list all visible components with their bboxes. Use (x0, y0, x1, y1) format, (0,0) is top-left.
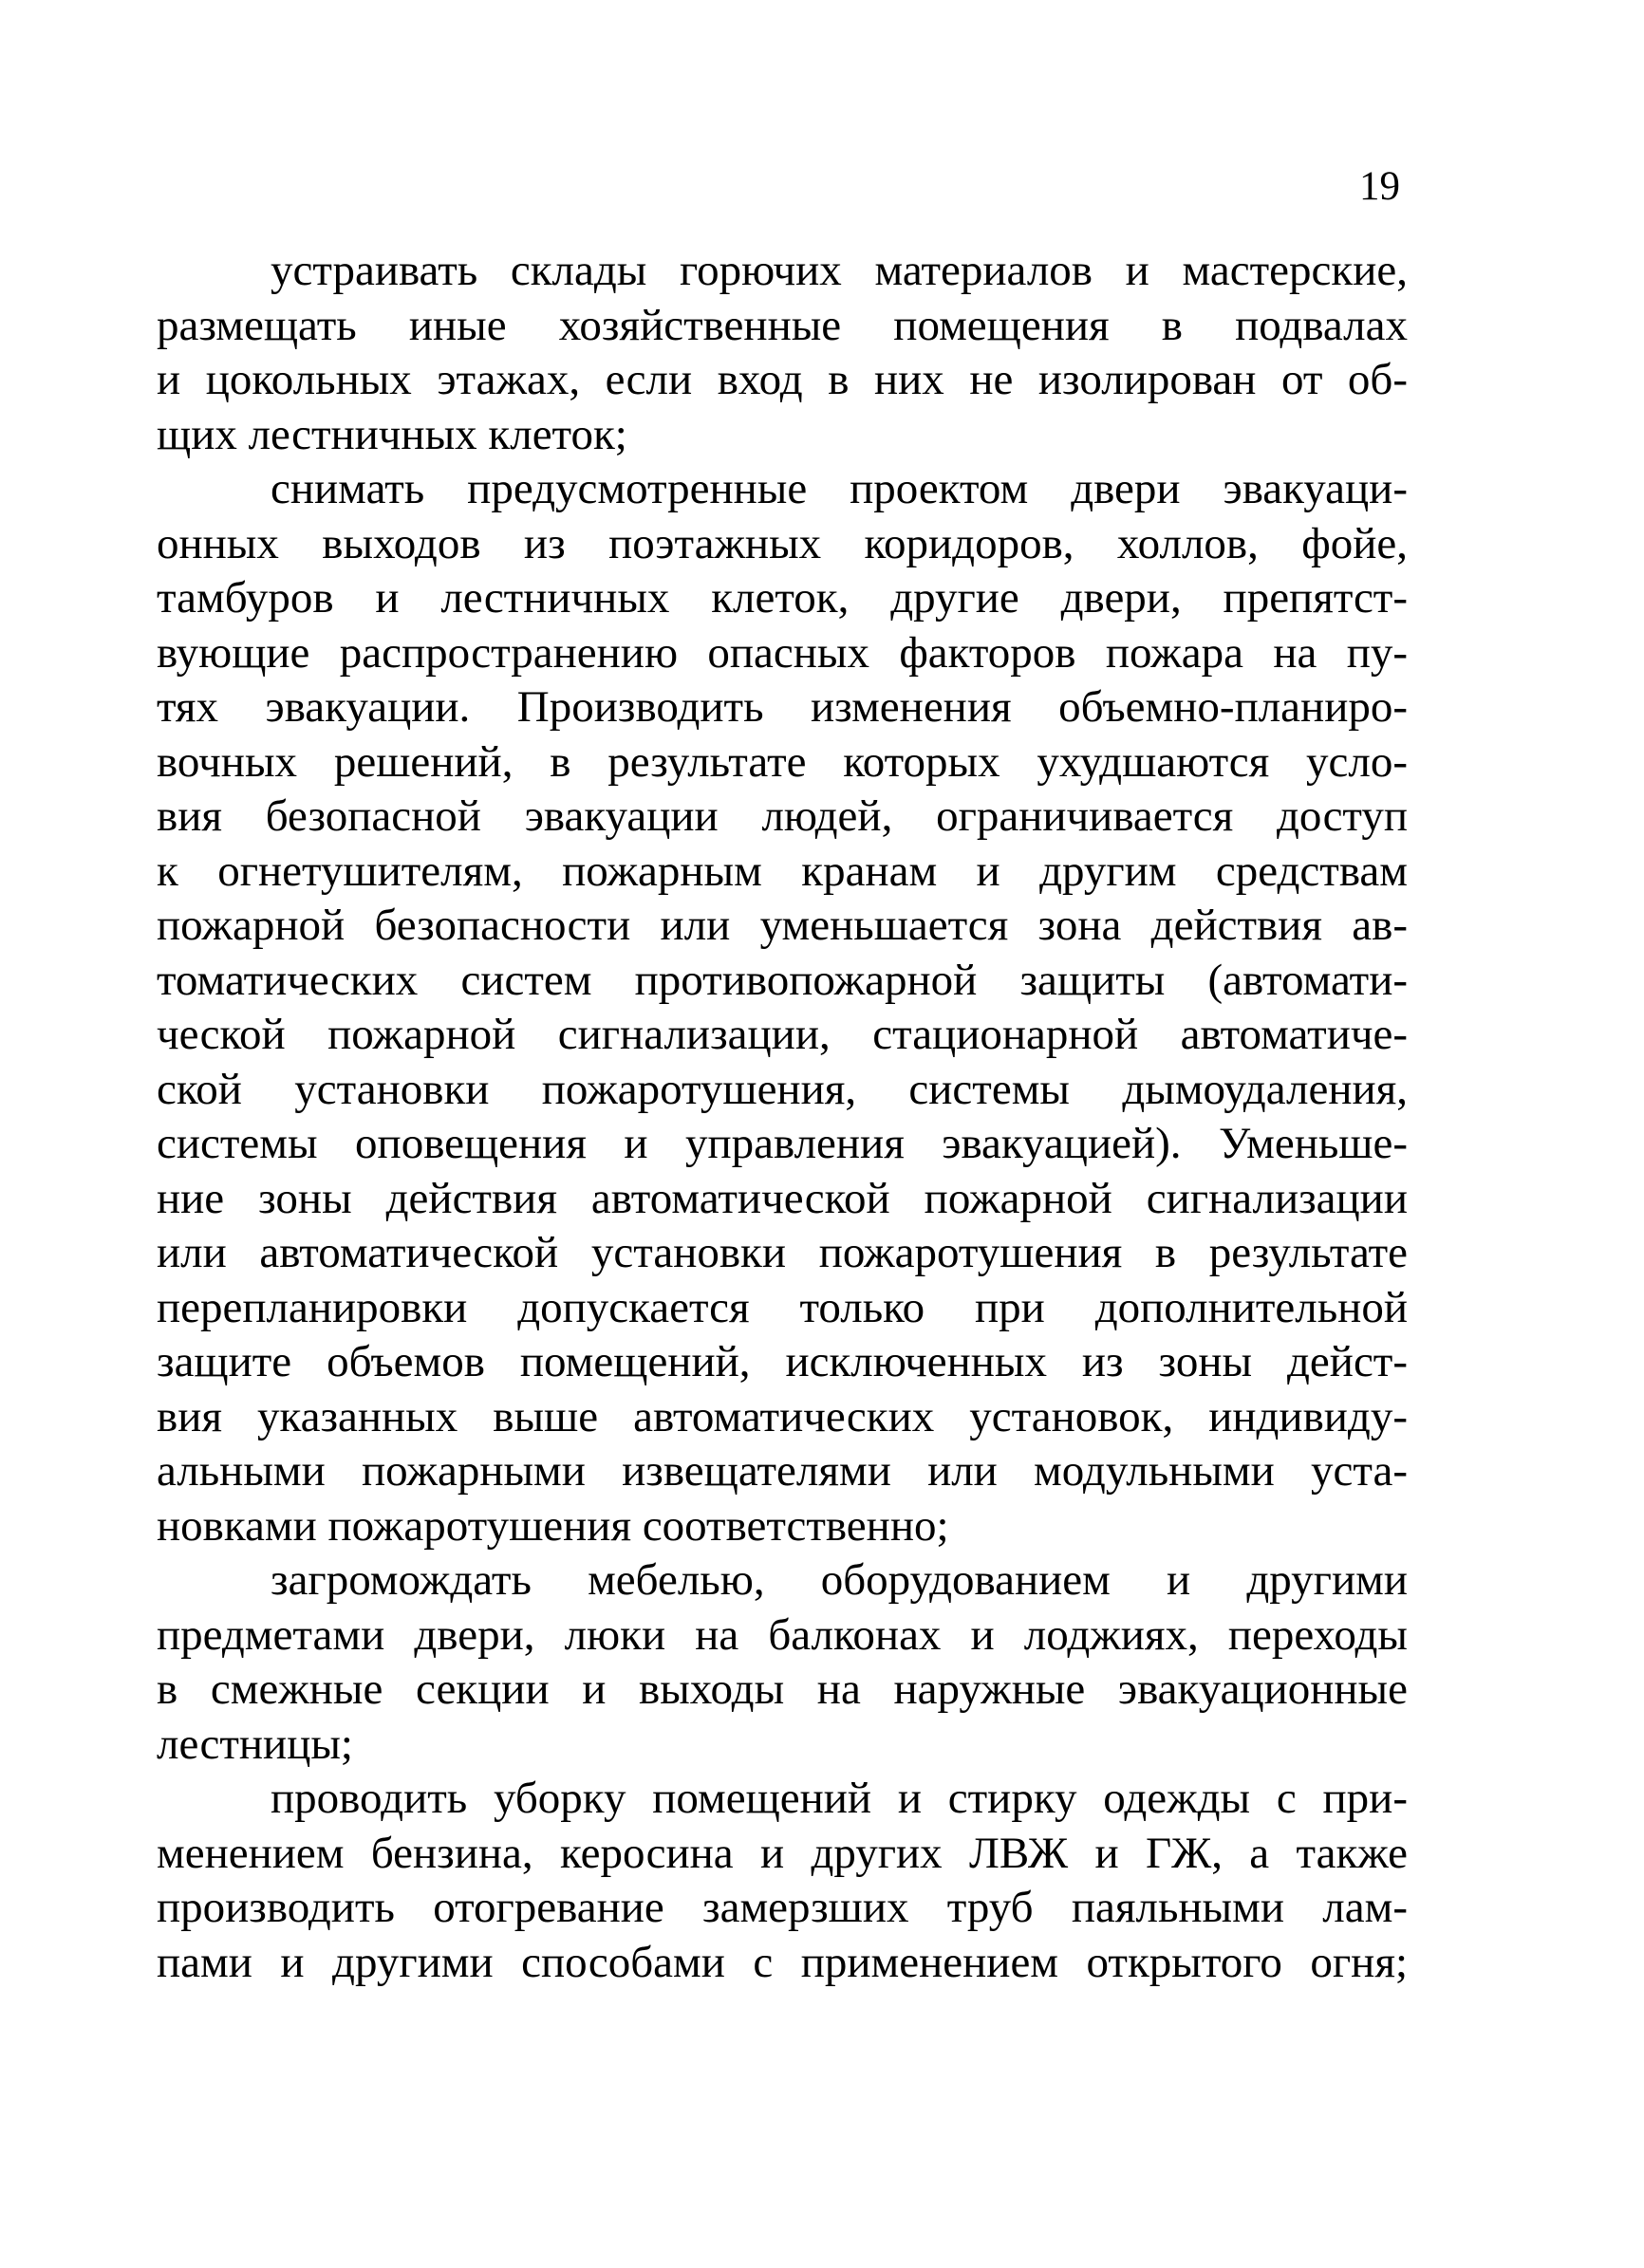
text-line: ческой пожарной сигнализации, стационарной автоматиче- (157, 1010, 1408, 1059)
text-line: снимать предусмотренные проектом двери эвакуаци- (271, 464, 1408, 513)
text-line: онных выходов из поэтажных коридоров, холлов, фойе, (157, 518, 1408, 568)
text-line: менением бензина, керосина и других ЛВЖ и ГЖ, а также (157, 1828, 1408, 1878)
text-line: ние зоны действия автоматической пожарной сигнализации (157, 1173, 1408, 1223)
text-line: защите объемов помещений, исключенных из зоны дейст- (157, 1337, 1408, 1386)
text-line: предметами двери, люки на балконах и лоджиях, переходы (157, 1609, 1408, 1660)
text-line: ской установки пожаротушения, системы дымоудаления, (157, 1064, 1408, 1114)
text-line: альными пожарными извещателями или модульными уста- (157, 1446, 1408, 1496)
text-line: щих лестничных клеток; (157, 409, 627, 459)
text-line: устраивать склады горючих материалов и мастерские, (271, 246, 1408, 295)
text-line: лестницы; (157, 1719, 353, 1769)
text-line: вующие распространению опасных факторов пожара на пу- (157, 627, 1408, 678)
text-line: перепланировки допускается только при дополнительной (157, 1282, 1408, 1332)
text-line: вия указанных выше автоматических установок, индивиду- (157, 1391, 1408, 1441)
text-line: проводить уборку помещений и стирку одежды с при- (271, 1774, 1408, 1823)
text-line: или автоматической установки пожаротушения в результате (157, 1228, 1408, 1277)
text-line: загромождать мебелью, оборудованием и другими (271, 1555, 1408, 1605)
text-line: вия безопасной эвакуации людей, ограничивается доступ (157, 791, 1408, 841)
body-text (157, 244, 1408, 1990)
text-line: пами и другими способами с применением открытого огня; (157, 1937, 1408, 1987)
text-line: системы оповещения и управления эвакуацией). Уменьше- (157, 1119, 1408, 1168)
text-line: производить отогревание замерзших труб паяльными лам- (157, 1883, 1408, 1932)
text-line: в смежные секции и выходы на наружные эвакуационные (157, 1664, 1408, 1714)
text-line: размещать иные хозяйственные помещения в подвалах (157, 300, 1408, 350)
text-line: тях эвакуации. Производить изменения объемно-планиро- (157, 682, 1408, 732)
text-line: вочных решений, в результате которых ухудшаются усло- (157, 736, 1408, 787)
text-line: тамбуров и лестничных клеток, другие двери, препятст- (157, 573, 1408, 623)
text-line: пожарной безопасности или уменьшается зона действия ав- (157, 901, 1408, 950)
page-number: 19 (1359, 164, 1400, 209)
text-line: и цокольных этажах, если вход в них не изолирован от об- (157, 355, 1408, 404)
text-line: новками пожаротушения соответственно; (157, 1500, 949, 1551)
text-line: томатических систем противопожарной защиты (автомати- (157, 955, 1408, 1005)
text-line: к огнетушителям, пожарным кранам и другим средствам (157, 846, 1408, 896)
